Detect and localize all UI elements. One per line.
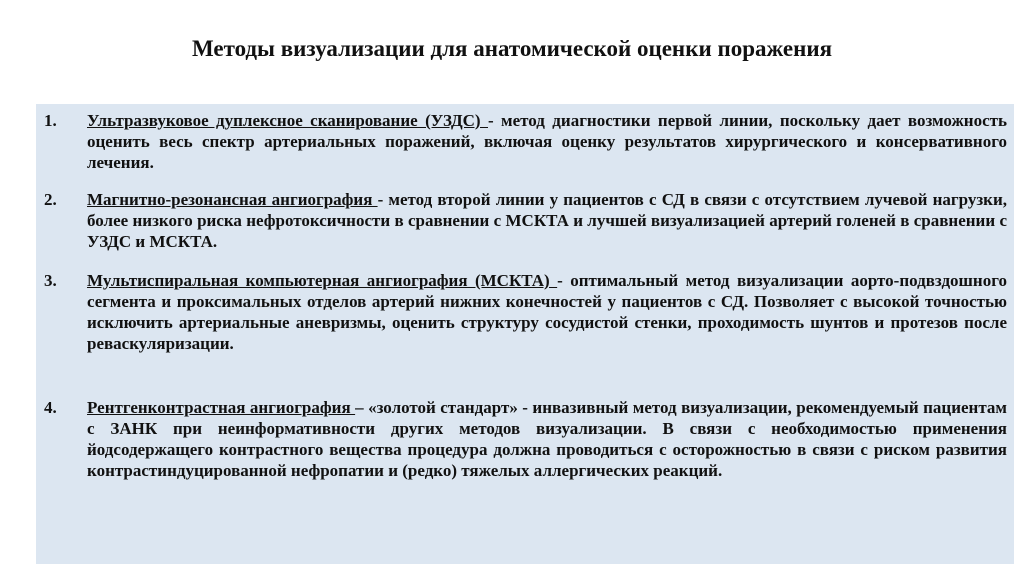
item-term: Рентгенконтрастная ангиография — [87, 398, 356, 417]
item-text — [87, 270, 1007, 354]
item-number: 1. — [44, 111, 57, 130]
item-text — [87, 397, 1007, 481]
item-description: – «золотой стандарт» - инвазивный метод визуализации, рекомендуемый пациентам с ЗАНК при неинформативности других методов визуализации. В связи с необходимостью применения йодсодержащего контрастного вещества процедура должна проводиться с осторожностью в связи с риском развития контрастиндуцированной нефропатии и (редко) тяжелых аллергических реакций. — [87, 398, 1007, 480]
item-number: 3. — [44, 271, 57, 290]
item-number: 4. — [44, 398, 57, 417]
item-description: - оптимальный метод визуализации аорто-подвздошного сегмента и проксимальных отделов артерий нижних конечностей у пациентов с СД. Позволяет с высокой точностью исключить артериальные аневризмы, оценить структуру сосудистой стенки, проходимость шунтов и протезов после реваскуляризации. — [87, 271, 1007, 353]
content-box — [36, 104, 1014, 564]
item-term: Мультиспиральная компьютерная ангиография (МСКТА) — [87, 271, 558, 290]
item-description: - метод диагностики первой линии, поскольку дает возможность оценить весь спектр артериальных поражений, включая оценку результатов хирургического и консервативного лечения. — [87, 111, 1007, 172]
item-description: - метод второй линии у пациентов с СД в связи с отсутствием лучевой нагрузки, более низкого риска нефротоксичности в сравнении с МСКТА и лучшей визуализацией артерий голеней в сравнении с УЗДС и МСКТА. — [87, 190, 1007, 251]
item-term: Ультразвуковое дуплексное сканирование (УЗДС) — [87, 111, 488, 130]
slide-title: Методы визуализации для анатомической оценки поражения — [191, 36, 833, 61]
item-text — [87, 189, 1007, 252]
item-number: 2. — [44, 190, 57, 209]
item-term: Магнитно-резонансная ангиография — [87, 190, 378, 209]
item-text — [87, 110, 1007, 173]
